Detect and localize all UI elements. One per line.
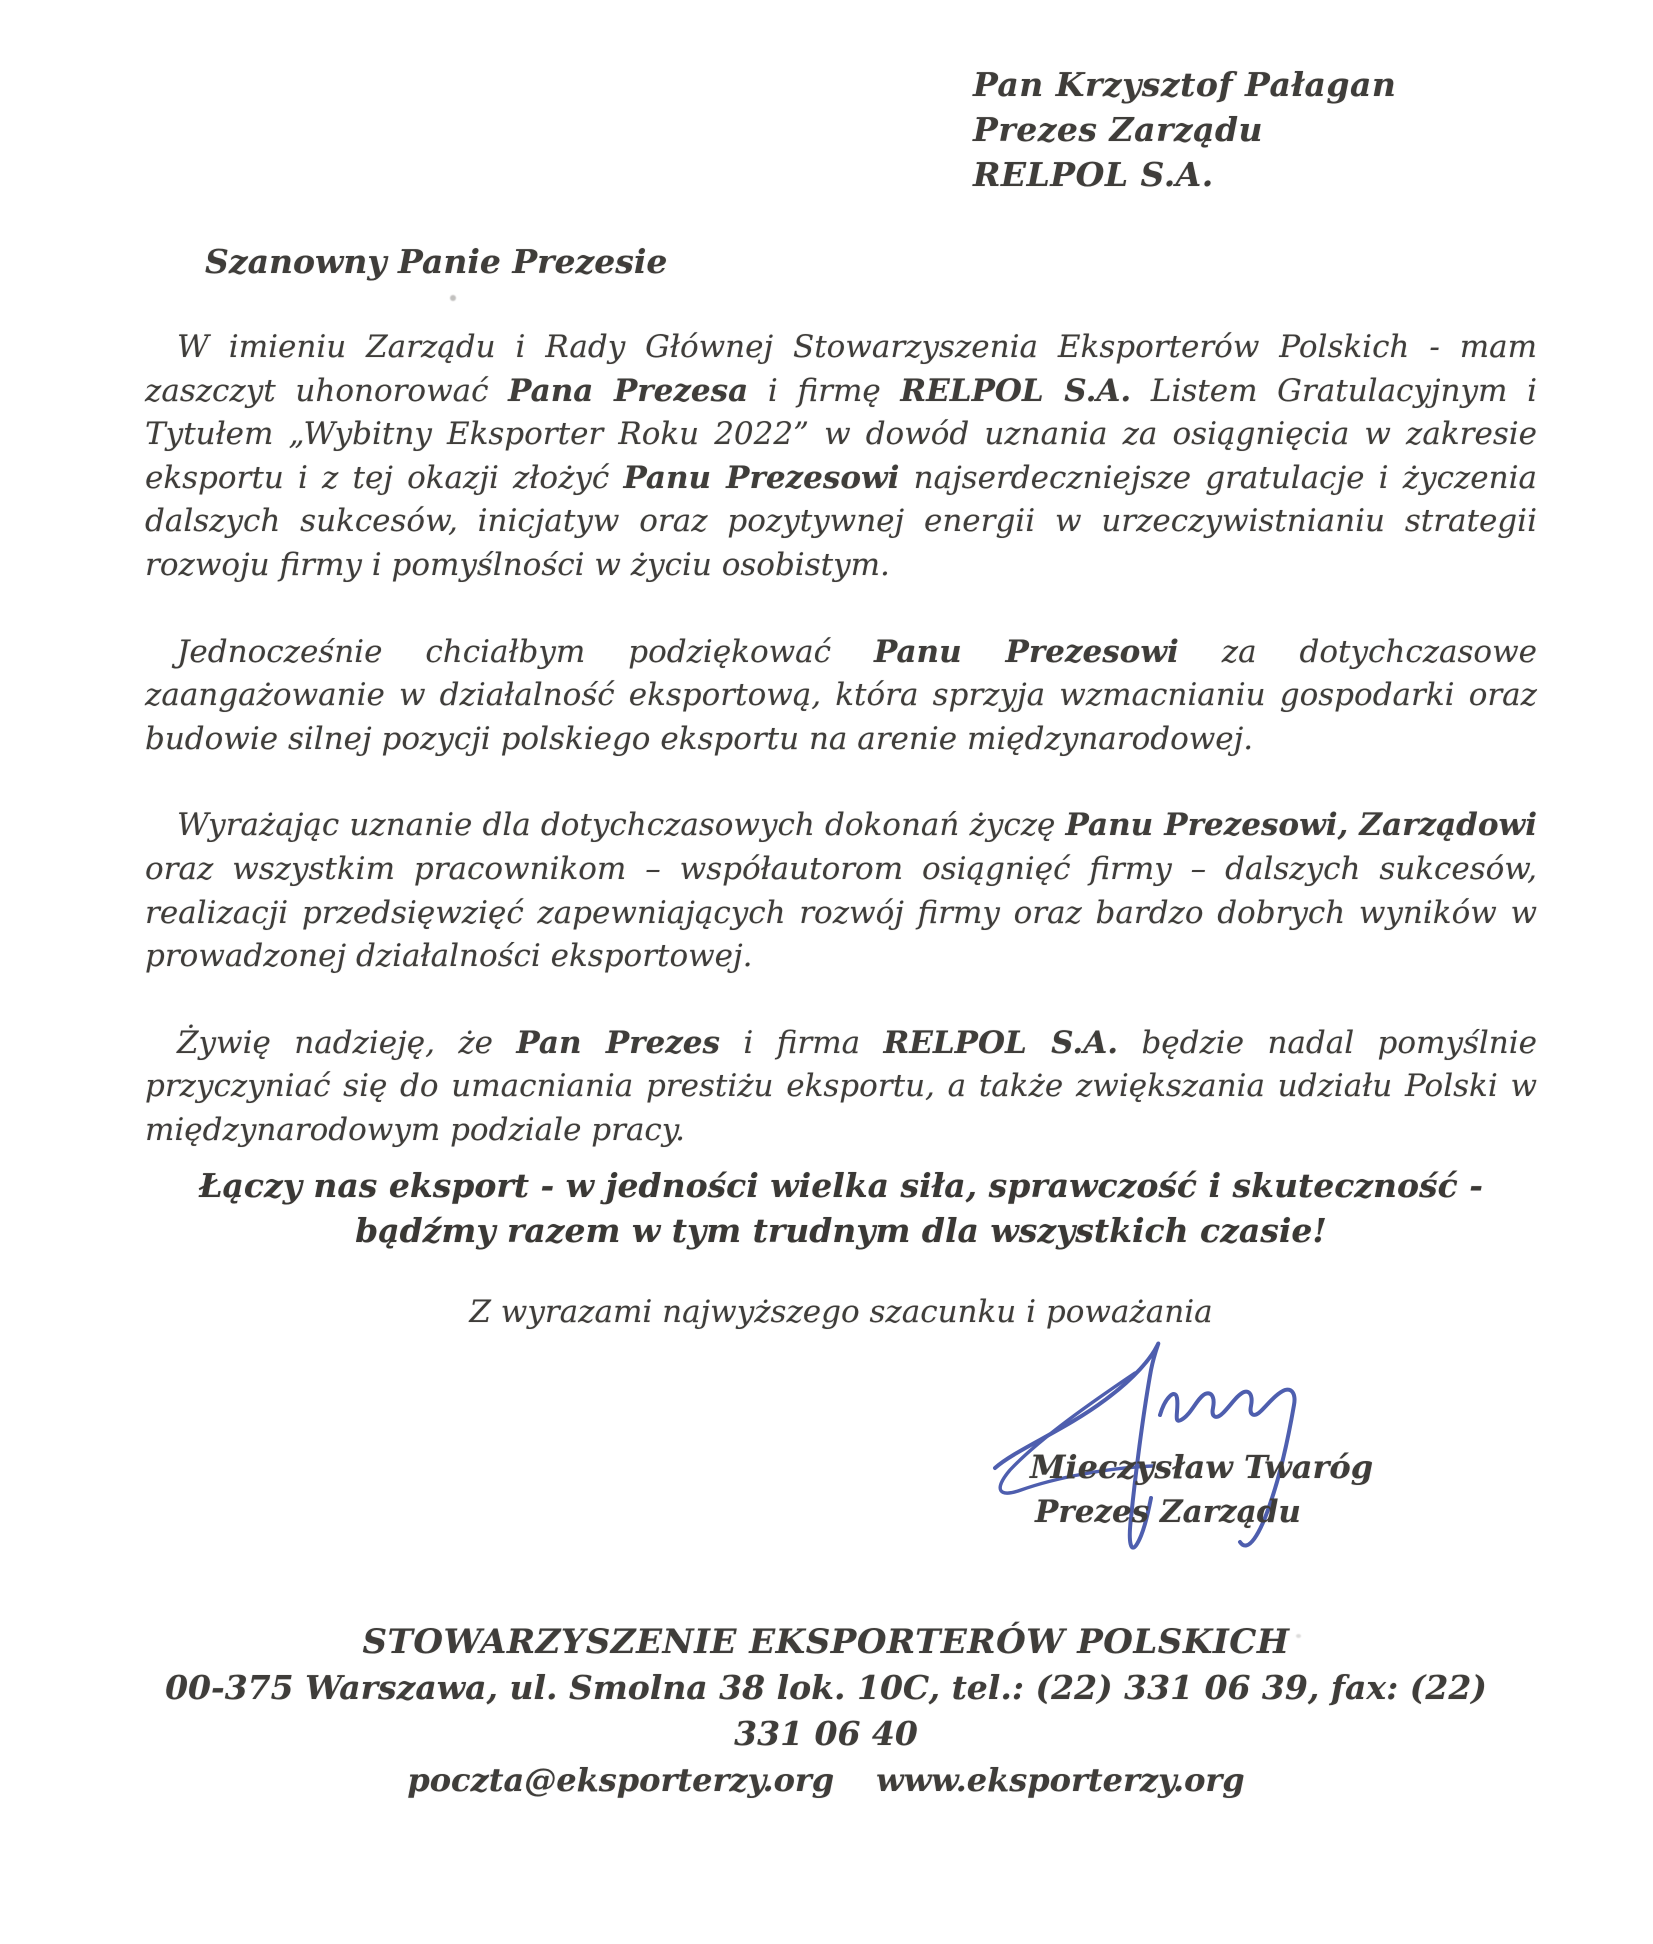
- footer-address: 00-375 Warszawa, ul. Smolna 38 lok. 10C, tel.: (22) 331 06 39, fax: (22) 331 06 40: [165, 1668, 1487, 1753]
- recipient-role: Prezes Zarządu: [973, 110, 1264, 149]
- recipient-block: [973, 62, 1396, 197]
- emphasized-text: Panu Prezesowi, Zarządowi: [1065, 807, 1537, 844]
- closing-phrase: Z wyrazami najwyższego szacunku i poważania: [469, 1294, 1213, 1330]
- salutation: Szanowny Panie Prezesie: [205, 242, 668, 281]
- slogan-line-2: bądźmy razem w tym trudnym dla wszystkich czasie!: [355, 1211, 1327, 1250]
- body-text: W imieniu Zarządu i Rady Głównej Stowarzyszenia Eksporterów Polskich - mam zaszczyt uhonorować: [145, 329, 1537, 409]
- footer-email: poczta@eksporterzy.org: [407, 1761, 835, 1799]
- footer-organization: STOWARZYSZENIE EKSPORTERÓW POLSKICH: [362, 1622, 1290, 1662]
- body-text: Wyrażając uznanie dla dotychczasowych dokonań życzę: [177, 807, 1066, 844]
- paragraph: [145, 804, 1537, 978]
- body-text: i firmę: [748, 372, 901, 409]
- signatory-title: Prezes Zarządu: [1035, 1494, 1301, 1530]
- emphasized-text: RELPOL S.A.: [883, 1024, 1119, 1061]
- body-text: Listem Gratulacyjnym i Tytułem „Wybitny Eksporter Roku 2022” w dowód uznania za osiągnięcia w zakresie eksportu i z tej okazji złożyć: [145, 372, 1538, 496]
- emphasized-text: Panu Prezesowi: [623, 459, 900, 496]
- emphasized-text: Panu Prezesowi: [873, 633, 1179, 670]
- body-text: za dotychczasowe zaangażowanie w działalność eksportową, która sprzyja wzmacnianiu gospodarki oraz budowie silnej pozycji polskiego eksportu na arenie międzynarodowej.: [145, 633, 1537, 757]
- letter-footer: [130, 1619, 1522, 1803]
- scan-artifact-dot: [450, 295, 456, 301]
- paragraph: [145, 1022, 1537, 1153]
- emphasized-text: Pan Prezes: [516, 1024, 720, 1061]
- body-text: będzie nadal pomyślnie przyczyniać się do umacniania prestiżu eksportu, a także zwiększania udziału Polski w międzynarodowym podziale pracy.: [145, 1024, 1538, 1148]
- recipient-name: Pan Krzysztof Pałagan: [973, 65, 1397, 104]
- emphasized-text: RELPOL S.A.: [900, 372, 1132, 409]
- paragraph: [145, 631, 1537, 762]
- body-text: Jednocześnie chciałbym podziękować: [177, 633, 874, 670]
- footer-website: www.eksporterzy.org: [876, 1761, 1245, 1799]
- slogan-line-1: Łączy nas eksport - w jedności wielka siła, sprawczość i skuteczność -: [199, 1166, 1483, 1205]
- emphasized-text: Pana Prezesa: [508, 372, 749, 409]
- body-text: najserdeczniejsze gratulacje i życzenia dalszych sukcesów, inicjatyw oraz pozytywnej energii w urzeczywistnianiu strategii rozwoju firmy i pomyślności w życiu osobistym.: [145, 459, 1537, 583]
- body-text: Żywię nadzieję, że: [177, 1024, 517, 1061]
- body-text: i firma: [720, 1024, 884, 1061]
- recipient-company: RELPOL S.A.: [973, 155, 1214, 194]
- footer-contacts: [130, 1757, 1522, 1803]
- slogan: [145, 1163, 1537, 1253]
- paragraph: [145, 326, 1537, 588]
- signatory-name: Mieczysław Twaróg: [1030, 1448, 1374, 1486]
- letter-body: [145, 326, 1537, 1153]
- body-text: oraz wszystkim pracownikom – współautorom osiągnięć firmy – dalszych sukcesów, realizacji przedsięwzięć zapewniających rozwój firmy oraz bardzo dobrych wyników w prowadzonej działalności eksportowej.: [145, 850, 1537, 975]
